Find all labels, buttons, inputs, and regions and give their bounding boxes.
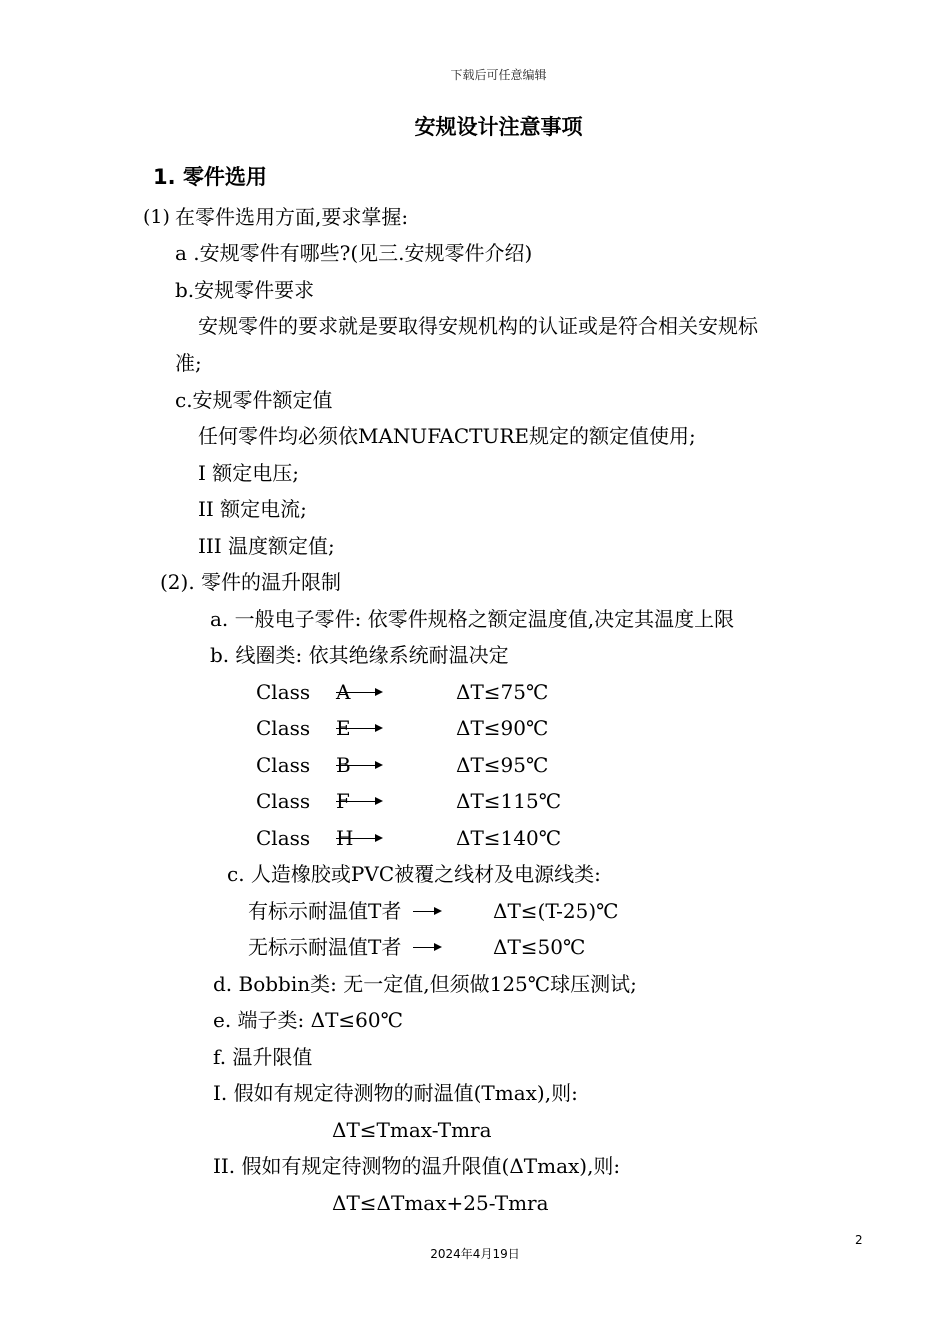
item-b-description-line-1: 安规零件的要求就是要取得安规机构的认证或是符合相关安规标	[198, 314, 758, 338]
class-row	[256, 791, 586, 815]
rated-voltage: I 额定电压;	[198, 461, 299, 485]
arrow-right-icon	[413, 911, 440, 912]
arrow-right-icon	[336, 801, 381, 802]
cable-row	[248, 901, 668, 925]
footer-date: 2024年4月19日	[430, 1247, 520, 1261]
class-label: Class	[256, 789, 311, 813]
paragraph-2-item-f: f. 温升限值	[213, 1045, 313, 1069]
class-temperature-limit: ΔT≤90℃	[456, 716, 549, 740]
temperature-formula-II: ΔT≤ΔTmax+25-Tmra	[332, 1191, 549, 1215]
class-temperature-limit: ΔT≤140℃	[456, 826, 562, 850]
paragraph-2-item-e: e. 端子类: ΔT≤60℃	[213, 1008, 404, 1032]
item-c: c.安规零件额定值	[175, 388, 333, 412]
temperature-rule-I: I. 假如有规定待测物的耐温值(Tmax),则:	[213, 1081, 578, 1105]
rated-current: II 额定电流;	[198, 497, 307, 521]
class-letter: H	[336, 826, 354, 850]
class-letter: A	[336, 680, 351, 704]
class-temperature-limit: ΔT≤115℃	[456, 789, 562, 813]
class-label: Class	[256, 826, 311, 850]
item-b-description-line-2: 准;	[175, 351, 202, 375]
paragraph-2-item-c: c. 人造橡胶或PVC被覆之线材及电源线类:	[227, 862, 601, 886]
document-title: 安规设计注意事项	[414, 115, 583, 139]
arrow-right-icon	[336, 765, 381, 766]
page-number: 2	[855, 1233, 863, 1247]
temperature-formula-I: ΔT≤Tmax-Tmra	[332, 1118, 492, 1142]
paragraph-1-text: 在零件选用方面,要求掌握:	[175, 205, 409, 229]
page-header: 下载后可任意编辑	[450, 68, 547, 82]
temperature-rule-II: II. 假如有规定待测物的温升限值(ΔTmax),则:	[213, 1154, 621, 1178]
paragraph-1-label: (1)	[143, 206, 170, 228]
paragraph-2-item-d: d. Bobbin类: 无一定值,但须做125℃球压测试;	[213, 972, 637, 996]
class-temperature-limit: ΔT≤95℃	[456, 753, 549, 777]
arrow-right-icon	[336, 692, 381, 693]
class-temperature-limit: ΔT≤75℃	[456, 680, 549, 704]
paragraph-2-item-b: b. 线圈类: 依其绝缘系统耐温决定	[210, 643, 509, 667]
rated-temperature: III 温度额定值;	[198, 534, 335, 558]
class-letter: B	[336, 753, 351, 777]
paragraph-2-item-a: a. 一般电子零件: 依零件规格之额定温度值,决定其温度上限	[210, 607, 735, 631]
cable-temperature-limit: ΔT≤50℃	[493, 935, 586, 959]
class-label: Class	[256, 753, 311, 777]
class-letter: F	[336, 789, 350, 813]
class-label: Class	[256, 680, 311, 704]
item-b: b.安规零件要求	[175, 278, 315, 302]
arrow-right-icon	[336, 728, 381, 729]
cable-temperature-limit: ΔT≤(T-25)℃	[493, 899, 619, 923]
cable-label: 无标示耐温值T者	[248, 935, 402, 959]
class-letter: E	[336, 716, 351, 740]
class-label: Class	[256, 716, 311, 740]
class-row	[256, 755, 586, 779]
section-heading-1: 1. 零件选用	[153, 165, 267, 189]
class-row	[256, 718, 586, 742]
cable-label: 有标示耐温值T者	[248, 899, 402, 923]
paragraph-2-heading: (2). 零件的温升限制	[160, 570, 342, 594]
arrow-right-icon	[413, 947, 440, 948]
arrow-right-icon	[336, 838, 381, 839]
class-row	[256, 682, 586, 706]
item-a: a .安规零件有哪些?(见三.安规零件介绍)	[175, 241, 533, 265]
cable-row	[248, 937, 668, 961]
class-row	[256, 828, 586, 852]
item-c-description: 任何零件均必须依MANUFACTURE规定的额定值使用;	[198, 424, 696, 448]
